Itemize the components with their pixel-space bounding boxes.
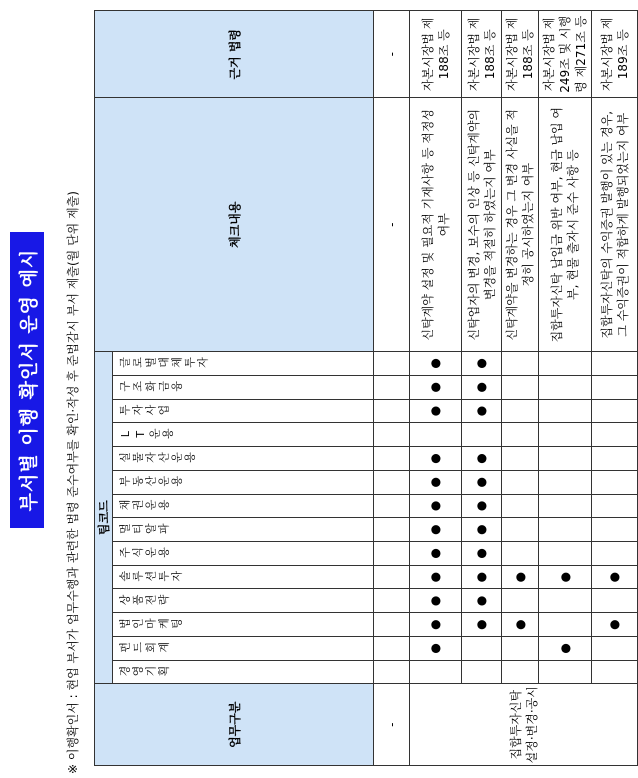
- mark-cell: ●: [462, 494, 502, 518]
- mark-cell: [374, 518, 410, 542]
- mark-cell: [592, 447, 638, 471]
- mark-cell: ●: [410, 399, 462, 423]
- team-label: 주식운용: [119, 546, 171, 560]
- mark-cell: ●: [539, 565, 592, 589]
- mark-cell: [539, 399, 592, 423]
- team-label: LT운용: [119, 427, 175, 441]
- mark-cell: [374, 542, 410, 566]
- mark-cell: [539, 613, 592, 637]
- mark-cell: [374, 494, 410, 518]
- team-label: 부동산운용: [119, 475, 184, 489]
- team-header: [113, 351, 374, 375]
- check-cell: 신탁계약을 변경하는 경우 그 변경 사실을 적정히 공시하였는지 여부: [502, 98, 539, 351]
- mark-cell: [374, 565, 410, 589]
- mark-cell: [592, 589, 638, 613]
- mark-cell: [592, 542, 638, 566]
- mark-cell: [592, 470, 638, 494]
- mark-cell: ●: [410, 470, 462, 494]
- mark-cell: ●: [462, 399, 502, 423]
- team-header: [113, 447, 374, 471]
- team-label: 상품전략: [119, 593, 171, 607]
- table-row: [502, 11, 539, 766]
- mark-cell: [592, 423, 638, 447]
- mark-cell: ●: [462, 613, 502, 637]
- mark-cell: [374, 351, 410, 375]
- table-row: [374, 11, 410, 766]
- mark-cell: [502, 589, 539, 613]
- mark-cell: [374, 613, 410, 637]
- mark-cell: ●: [502, 613, 539, 637]
- team-header: [113, 565, 374, 589]
- team-header: [113, 542, 374, 566]
- header-team: 팀코드: [95, 351, 113, 683]
- table-row: [592, 11, 638, 766]
- table-row: [410, 11, 462, 766]
- mark-cell: [374, 399, 410, 423]
- mark-cell: [502, 660, 539, 684]
- mark-cell: [539, 518, 592, 542]
- law-cell: -: [374, 11, 410, 99]
- mark-cell: ●: [410, 518, 462, 542]
- mark-cell: ●: [462, 589, 502, 613]
- header-law: 근거 법령: [95, 11, 374, 99]
- mark-cell: [462, 423, 502, 447]
- compliance-table: [94, 10, 638, 766]
- mark-cell: [539, 375, 592, 399]
- mark-cell: ●: [462, 351, 502, 375]
- mark-cell: [502, 518, 539, 542]
- mark-cell: [374, 470, 410, 494]
- mark-cell: [374, 447, 410, 471]
- page-title: 부서별 이행 확인서 운영 예시: [10, 232, 44, 528]
- mark-cell: ●: [410, 589, 462, 613]
- mark-cell: ●: [410, 375, 462, 399]
- team-label: 투자사업: [119, 404, 171, 417]
- mark-cell: ●: [410, 494, 462, 518]
- team-header: [113, 494, 374, 518]
- team-label: 글로벌대체투자: [119, 356, 210, 370]
- team-label: 구조화금융: [119, 380, 184, 394]
- note-text: ※ 이행확인서 : 현업 부서가 업무수행과 관련한 법령 준수여부를 확인·작성 후 준법감시 부서 제출(월 단위 제출): [66, 191, 80, 774]
- team-header: [113, 470, 374, 494]
- mark-cell: [592, 351, 638, 375]
- mark-cell: ●: [462, 447, 502, 471]
- law-cell: 자본시장법 제189조 등: [592, 11, 638, 99]
- law-cell: 자본시장법 제188조 등: [410, 11, 462, 99]
- mark-cell: ●: [462, 470, 502, 494]
- team-label: 채권운용: [119, 498, 171, 512]
- check-cell: 신탁계약 설정 및 필요적 기재사항 등 적정성 여부: [410, 98, 462, 351]
- mark-cell: [592, 518, 638, 542]
- mark-cell: ●: [462, 375, 502, 399]
- mark-cell: [374, 589, 410, 613]
- mark-cell: [374, 375, 410, 399]
- mark-cell: [462, 660, 502, 684]
- mark-cell: [502, 542, 539, 566]
- check-cell: -: [374, 98, 410, 351]
- team-header: [113, 375, 374, 399]
- task-cell: -: [374, 684, 410, 766]
- mark-cell: [410, 423, 462, 447]
- mark-cell: ●: [592, 613, 638, 637]
- mark-cell: [539, 589, 592, 613]
- table-row: [539, 11, 592, 766]
- mark-cell: ●: [462, 518, 502, 542]
- mark-cell: [592, 375, 638, 399]
- mark-cell: [502, 375, 539, 399]
- mark-cell: [502, 399, 539, 423]
- mark-cell: [539, 660, 592, 684]
- team-header: [113, 399, 374, 423]
- team-label: 실물자산운용: [119, 451, 197, 465]
- header-check: 체크내용: [95, 98, 374, 351]
- mark-cell: ●: [410, 351, 462, 375]
- team-header: [113, 518, 374, 542]
- mark-cell: [410, 660, 462, 684]
- team-label: 펀드회계: [119, 641, 171, 655]
- mark-cell: [502, 351, 539, 375]
- team-label: 경영기획: [119, 665, 171, 679]
- mark-cell: [502, 470, 539, 494]
- team-header: [113, 613, 374, 637]
- mark-cell: [592, 399, 638, 423]
- table-row: [462, 11, 502, 766]
- task-group-cell: 집합투자신탁 설정·변경·공시: [410, 684, 638, 766]
- mark-cell: [374, 423, 410, 447]
- mark-cell: [592, 660, 638, 684]
- mark-cell: [462, 636, 502, 660]
- mark-cell: [502, 636, 539, 660]
- mark-cell: ●: [539, 636, 592, 660]
- mark-cell: [539, 351, 592, 375]
- mark-cell: ●: [410, 542, 462, 566]
- mark-cell: ●: [462, 542, 502, 566]
- mark-cell: [539, 470, 592, 494]
- team-label: 법인마케팅: [119, 617, 184, 631]
- team-header: [113, 423, 374, 447]
- mark-cell: ●: [502, 565, 539, 589]
- mark-cell: [592, 494, 638, 518]
- team-header: [113, 589, 374, 613]
- check-cell: 집합투자신탁 납입금 위반 여부, 현금 납입 여부, 현물 출자시 준수 사항 등: [539, 98, 592, 351]
- law-cell: 자본시장법 제188조 등: [502, 11, 539, 99]
- mark-cell: ●: [462, 565, 502, 589]
- mark-cell: ●: [410, 613, 462, 637]
- team-label: 멀티알파: [119, 522, 171, 536]
- mark-cell: [502, 423, 539, 447]
- law-cell: 자본시장법 제188조 등: [462, 11, 502, 99]
- mark-cell: [592, 636, 638, 660]
- mark-cell: [374, 660, 410, 684]
- check-cell: 집합투자신탁의 수익증권 발행이 있는 경우, 그 수익증권이 적합하게 발행되었는지 여부: [592, 98, 638, 351]
- team-header: [113, 660, 374, 684]
- mark-cell: [374, 636, 410, 660]
- mark-cell: ●: [410, 565, 462, 589]
- mark-cell: [539, 447, 592, 471]
- mark-cell: ●: [592, 565, 638, 589]
- mark-cell: [502, 494, 539, 518]
- team-header: [113, 636, 374, 660]
- law-cell: 자본시장법 제249조 및 시행령 제271조 등: [539, 11, 592, 99]
- mark-cell: [539, 494, 592, 518]
- check-cell: 신탁업자의 변경, 보수의 인상 등 신탁계약의 변경을 적절히 하였는지 여부: [462, 98, 502, 351]
- mark-cell: ●: [410, 636, 462, 660]
- mark-cell: [539, 423, 592, 447]
- mark-cell: [502, 447, 539, 471]
- team-label: 솔루션투자: [119, 570, 184, 584]
- header-task: 업무구분: [95, 684, 374, 766]
- mark-cell: [539, 542, 592, 566]
- mark-cell: ●: [410, 447, 462, 471]
